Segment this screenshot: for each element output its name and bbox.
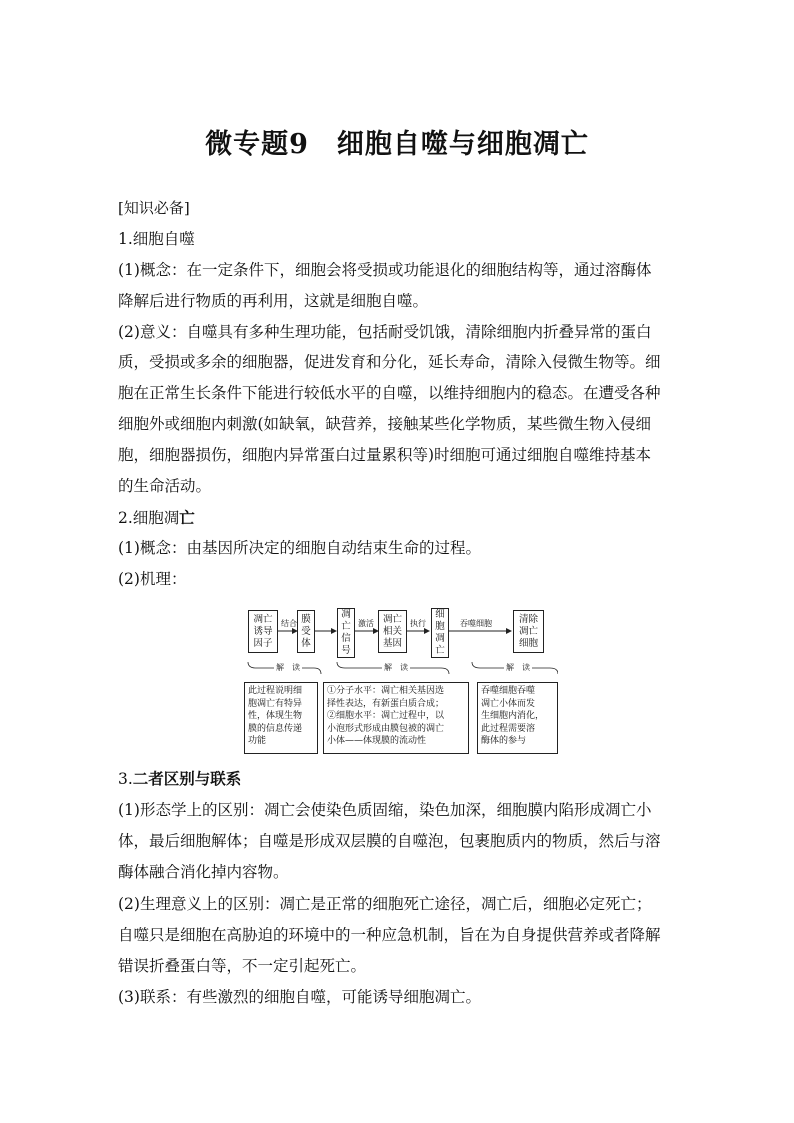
heading-text: 二者区别与联系 [132, 769, 242, 788]
apoptosis-gene-box: 凋亡 相关 基因 [378, 610, 407, 653]
paragraph-line: (1)概念：在一定条件下，细胞会将受损或功能退化的细胞结构等，通过溶酶体 [118, 261, 652, 279]
heading-text: 2.细胞凋 [118, 509, 180, 527]
paragraph-line: (2)意义：自噬具有多种生理功能，包括耐受饥饿，清除细胞内折叠异常的蛋白 [118, 323, 652, 341]
apoptosis-mechanism-diagram [244, 604, 558, 756]
paragraph-line: 胞，细胞器损伤，细胞内异常蛋白过量累积等)时细胞可通过细胞自噬维持基本 [118, 446, 652, 464]
paragraph-line: 酶体融合消化掉内容物。 [118, 863, 289, 881]
paragraph-line: 降解后进行物质的再利用，这就是细胞自噬。 [118, 292, 429, 310]
heading-autophagy: 1.细胞自噬 [118, 230, 195, 248]
page-title: 微专题9 细胞自噬与细胞凋亡 [205, 129, 589, 160]
heading-text: 亡 [179, 508, 195, 527]
heading-apoptosis [118, 503, 678, 533]
section-label: [知识必备] [118, 199, 190, 217]
paragraph-line: 自噬只是细胞在高胁迫的环境中的一种应急机制，旨在为自身提供营养或者降解 [118, 926, 661, 944]
paragraph-line: 质，受损或多余的细胞器，促进发育和分化，延长寿命，清除入侵微生物等。细 [118, 353, 661, 371]
clear-cells-box: 清除 凋亡 细胞 [513, 610, 544, 653]
paragraph-line: (2)生理意义上的区别：凋亡是正常的细胞死亡途径，凋亡后，细胞必定死亡； [118, 895, 652, 913]
paragraph-line: 的生命活动。 [118, 477, 212, 495]
paragraph-line: 细胞外或细胞内刺激(如缺氧，缺营养，接触某些化学物质，某些微生物入侵细 [118, 415, 652, 433]
interpret-label: 解 读 [384, 663, 408, 672]
membrane-receptor-box: 膜 受 体 [297, 610, 315, 653]
paragraph-line: 胞在正常生长条件下能进行较低水平的自噬，以维持细胞内的稳态。在遭受各种 [118, 384, 661, 402]
paragraph-line: 体，最后细胞解体；自噬是形成双层膜的自噬泡，包裹胞质内的物质，然后与溶 [118, 832, 661, 850]
apoptosis-signal-box: 凋 亡 信 号 [337, 608, 355, 658]
paragraph-line: (1)概念：由基因所决定的细胞自动结束生命的过程。 [118, 539, 481, 557]
arrow-label: 结合 [281, 619, 297, 628]
induction-factor-box: 凋亡 诱导 因子 [248, 610, 278, 653]
interpretation-box-2: ①分子水平：凋亡相关基因选 择性表达，有新蛋白质合成； ②细胞水平：凋亡过程中，以 小泡形式形成由膜包被的凋亡 小体——体现膜的流动性 [323, 682, 469, 754]
interpretation-box-3: 吞噬细胞吞噬 凋亡小体而发 生细胞内消化， 此过程需要溶 酶体的参与 [477, 682, 558, 754]
paragraph-line: (3)联系：有些激烈的细胞自噬，可能诱导细胞凋亡。 [118, 988, 481, 1006]
interpret-label: 解 读 [506, 663, 530, 672]
paragraph-line: (1)形态学上的区别：凋亡会使染色质固缩，染色加深，细胞膜内陷形成凋亡小 [118, 801, 652, 819]
arrow-label: 吞噬细胞 [460, 619, 492, 628]
paragraph-line: (2)机理： [118, 570, 187, 588]
heading-relation [118, 764, 678, 794]
arrow-label: 激活 [358, 619, 374, 628]
paragraph-line: 错误折叠蛋白等，不一定引起死亡。 [118, 957, 367, 975]
interpretation-box-1: 此过程说明细 胞凋亡有特异 性，体现生物 膜的信息传递 功能 [244, 682, 318, 754]
heading-text: 3. [118, 770, 133, 788]
interpret-label: 解 读 [276, 663, 300, 672]
arrow-label: 执行 [410, 619, 426, 628]
cell-apoptosis-box: 细 胞 凋 亡 [431, 608, 449, 658]
